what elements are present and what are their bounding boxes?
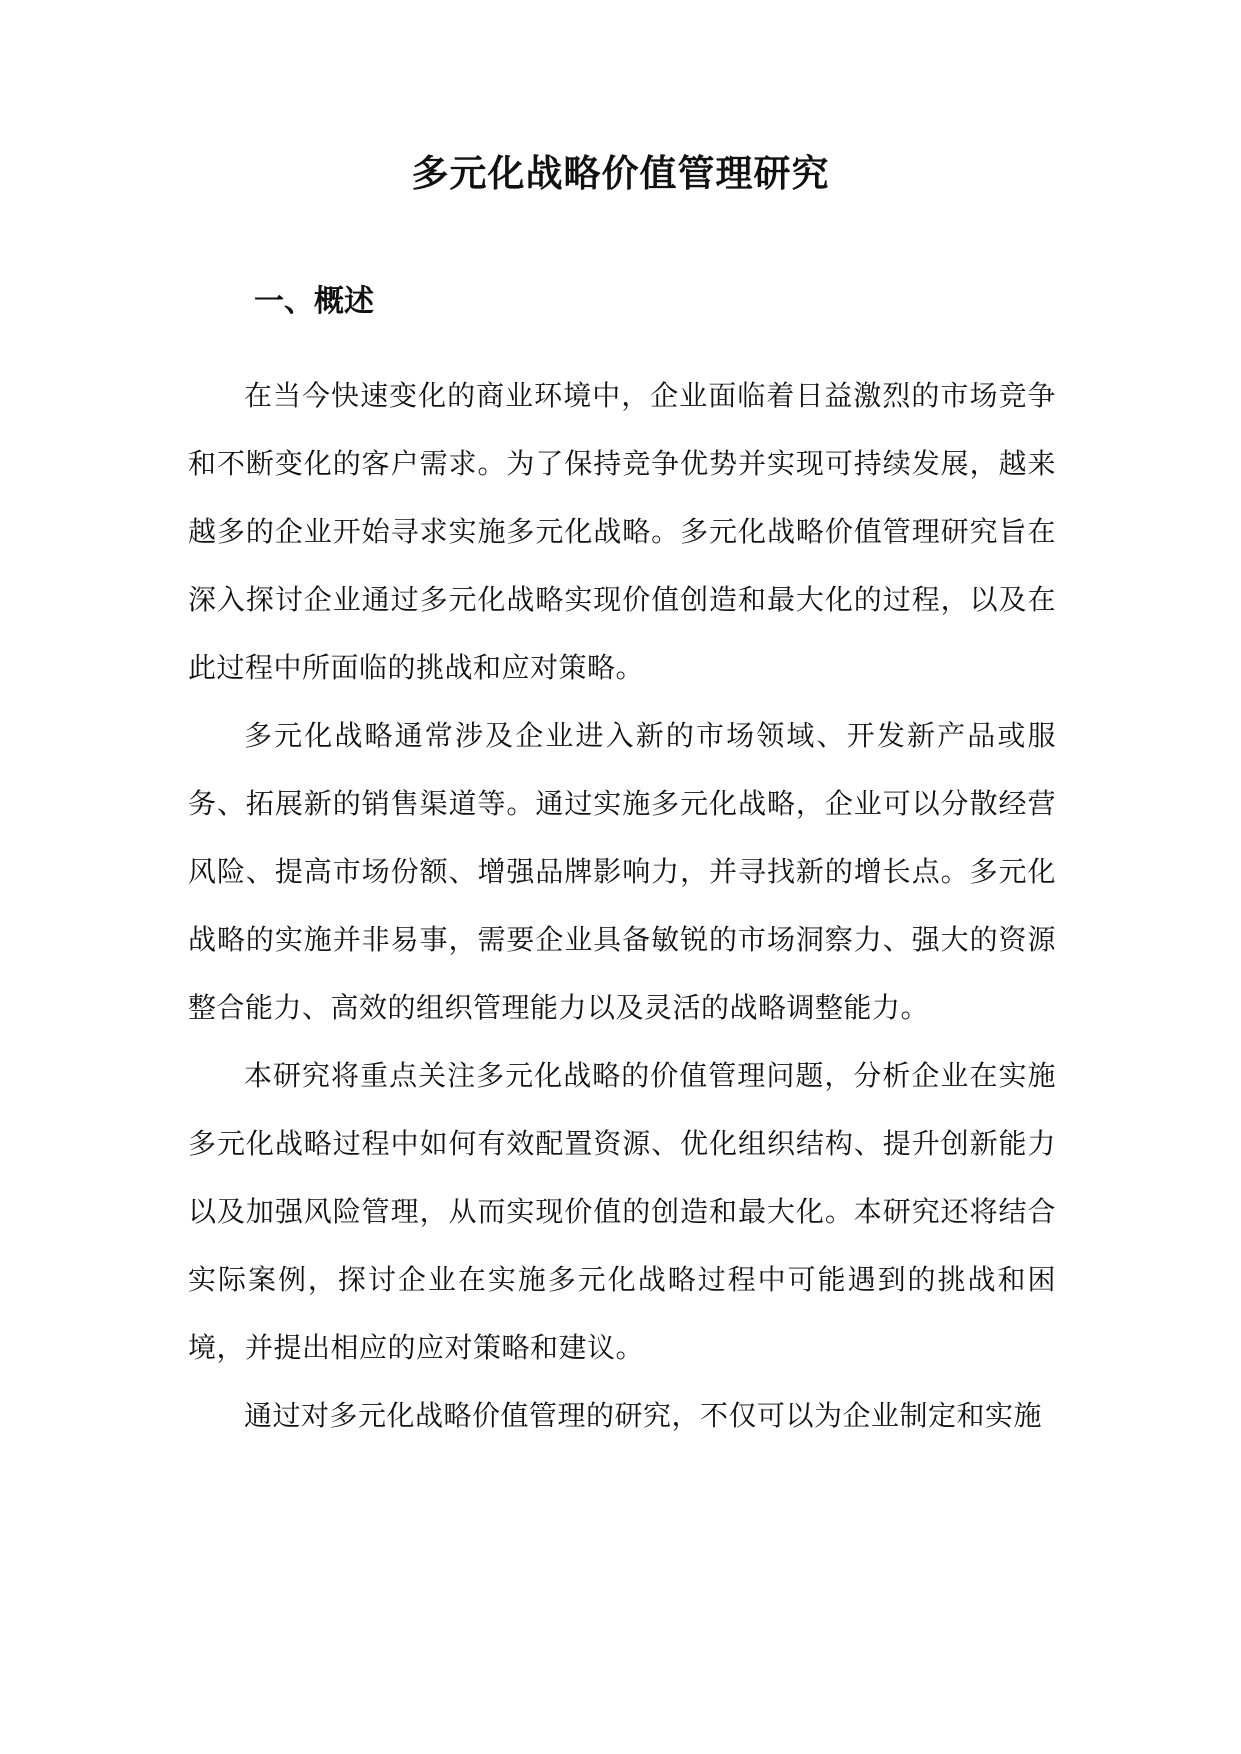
paragraph: 通过对多元化战略价值管理的研究，不仅可以为企业制定和实施 [244, 1399, 1043, 1432]
paragraph: 本研究将重点关注多元化战略的价值管理问题，分析企业在实施多元化战略过程中如何有效配置资源、优化组织结构、提升创新能力以及加强风险管理，从而实现价值的创造和最大化。本研究还将结合实际案例，探讨企业在实施多元化战略过程中可能遇到的挑战和困境，并提出相应的应对策略和建议。 [188, 1059, 1056, 1364]
document-title: 多元化战略价值管理研究 [411, 151, 830, 195]
paragraph: 多元化战略通常涉及企业进入新的市场领域、开发新产品或服务、拓展新的销售渠道等。通过实施多元化战略，企业可以分散经营风险、提高市场份额、增强品牌影响力，并寻找新的增长点。多元化战略的实施并非易事，需要企业具备敏锐的市场洞察力、强大的资源整合能力、高效的组织管理能力以及灵活的战略调整能力。 [188, 719, 1056, 1024]
paragraph: 在当今快速变化的商业环境中，企业面临着日益激烈的市场竞争和不断变化的客户需求。为了保持竞争优势并实现可持续发展，越来越多的企业开始寻求实施多元化战略。多元化战略价值管理研究旨在深入探讨企业通过多元化战略实现价值创造和最大化的过程，以及在此过程中所面临的挑战和应对策略。 [188, 379, 1056, 684]
document-body [188, 362, 1056, 1450]
section-heading: 一、概述 [254, 284, 374, 319]
